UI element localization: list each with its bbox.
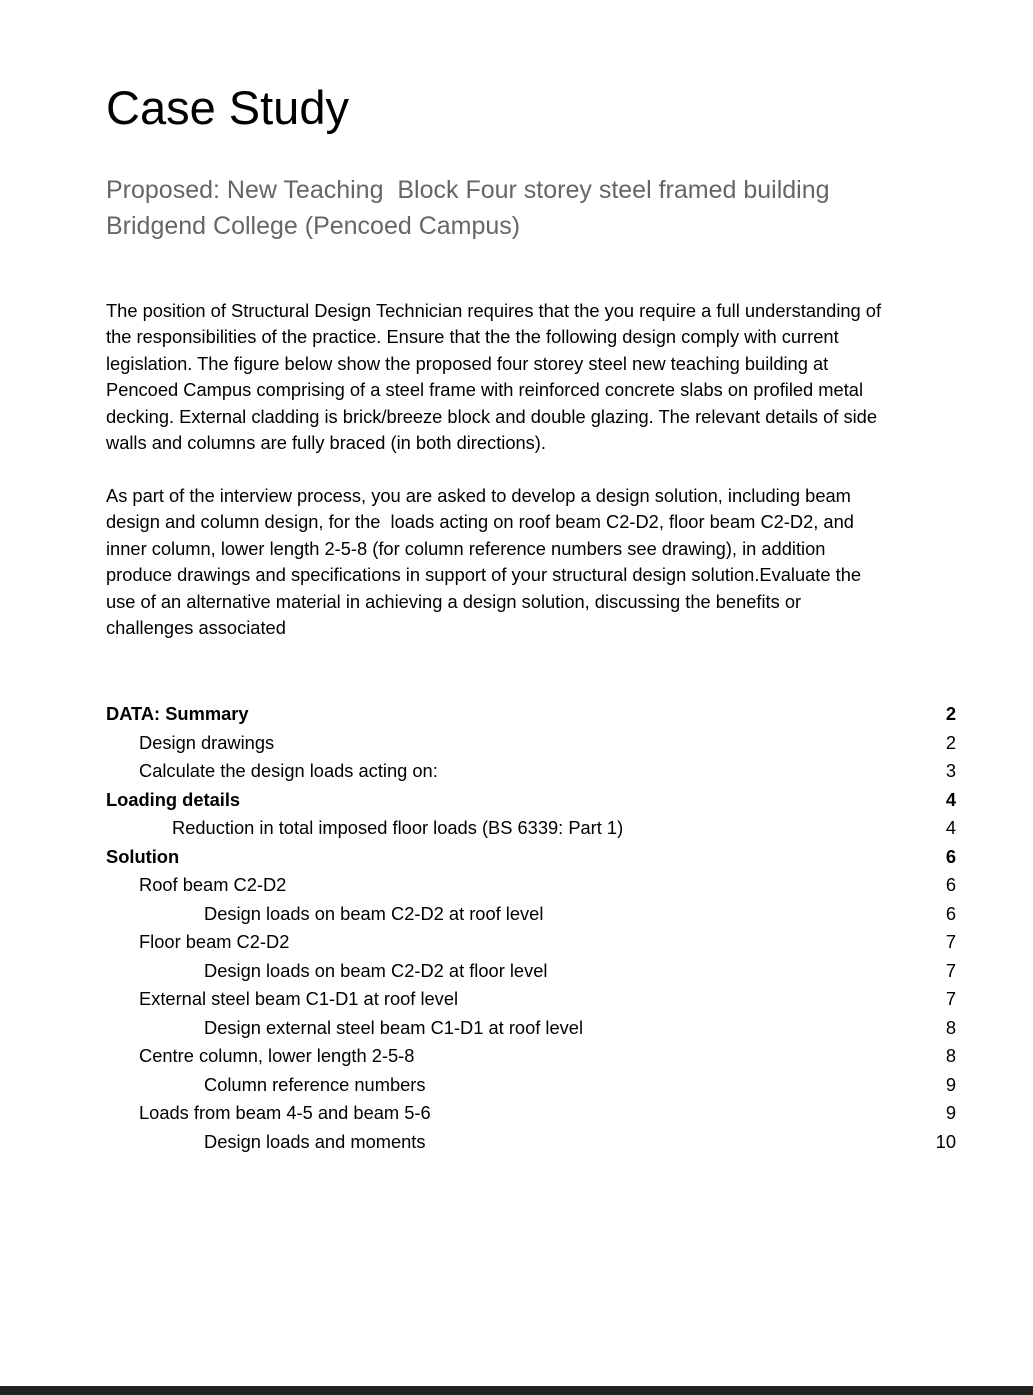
- toc-entry[interactable]: [106, 1099, 956, 1128]
- toc-entry-label: DATA: Summary: [106, 703, 249, 724]
- toc-entry-label: Design loads and moments: [204, 1130, 426, 1152]
- subtitle-line: Proposed: New Teaching Block Four storey steel framed building: [106, 176, 830, 204]
- paragraph-line: As part of the interview process, you are asked to develop a design solution, including beam: [106, 485, 851, 506]
- toc-entry-page: 7: [945, 959, 956, 981]
- toc-entry-label: Calculate the design loads acting on:: [139, 760, 438, 781]
- table-of-contents: [106, 700, 956, 1156]
- toc-entry[interactable]: [106, 814, 956, 843]
- toc-entry-page: 2: [945, 703, 956, 724]
- toc-entry-page: 9: [945, 1073, 956, 1095]
- subtitle-line: Bridgend College (Pencoed Campus): [106, 212, 521, 240]
- toc-entry[interactable]: [106, 786, 956, 815]
- toc-entry-page: 8: [945, 1016, 956, 1038]
- paragraph-line: the responsibilities of the practice. Ensure that the the following design comply with current: [106, 326, 839, 348]
- toc-entry-label: Design drawings: [139, 731, 275, 753]
- paragraph-line: produce drawings and specifications in support of your structural design solution.Evaluate the: [106, 564, 862, 586]
- toc-entry-label: Design loads on beam C2-D2 at roof level: [204, 902, 544, 924]
- toc-entry[interactable]: [106, 985, 956, 1014]
- paragraph-line: walls and columns are fully braced (in both directions).: [106, 432, 546, 454]
- toc-entry[interactable]: [106, 843, 956, 872]
- toc-entry[interactable]: [106, 871, 956, 900]
- toc-entry-label: Loading details: [106, 788, 241, 810]
- toc-entry[interactable]: [106, 1014, 956, 1043]
- toc-entry-page: 7: [945, 931, 956, 952]
- toc-entry[interactable]: [106, 757, 956, 786]
- toc-entry-label: Roof beam C2-D2: [139, 874, 287, 895]
- toc-entry-label: External steel beam C1-D1 at roof level: [139, 988, 459, 1009]
- paragraph-line: legislation. The figure below show the proposed four storey steel new teaching building at: [106, 352, 829, 374]
- paragraph-line: design and column design, for the loads acting on roof beam C2-D2, floor beam C2-D2, and: [106, 511, 854, 533]
- toc-entry-page: 9: [945, 1102, 956, 1123]
- toc-entry-label: Design loads on beam C2-D2 at floor level: [204, 959, 548, 981]
- toc-entry-page: 4: [945, 817, 956, 838]
- toc-entry-label: Reduction in total imposed floor loads (BS 6339: Part 1): [172, 817, 624, 838]
- toc-entry-page: 6: [945, 874, 956, 895]
- toc-entry-label: Loads from beam 4-5 and beam 5-6: [139, 1102, 431, 1123]
- task-paragraph: [106, 483, 966, 641]
- toc-entry-page: 4: [945, 788, 956, 810]
- toc-entry-page: 8: [945, 1045, 956, 1066]
- toc-entry[interactable]: [106, 957, 956, 986]
- paragraph-line: inner column, lower length 2-5-8 (for column reference numbers see drawing), in addition: [106, 537, 826, 559]
- toc-entry[interactable]: [106, 1128, 956, 1157]
- toc-entry-label: Centre column, lower length 2-5-8: [139, 1045, 415, 1066]
- toc-entry-page: 6: [945, 902, 956, 924]
- toc-entry-label: Design external steel beam C1-D1 at roof level: [204, 1016, 584, 1038]
- toc-entry-label: Floor beam C2-D2: [139, 931, 290, 952]
- toc-entry[interactable]: [106, 1071, 956, 1100]
- toc-entry[interactable]: [106, 900, 956, 929]
- paragraph-line: use of an alternative material in achieving a design solution, discussing the benefits or: [106, 590, 802, 612]
- toc-entry[interactable]: [106, 729, 956, 758]
- toc-entry-label: Column reference numbers: [204, 1073, 426, 1095]
- toc-entry-page: 7: [945, 988, 956, 1009]
- toc-entry[interactable]: [106, 1042, 956, 1071]
- intro-paragraph: [106, 298, 966, 456]
- toc-entry-page: 6: [945, 845, 956, 867]
- page-subtitle: [106, 172, 956, 244]
- toc-entry[interactable]: [106, 700, 956, 729]
- paragraph-line: challenges associated: [106, 617, 286, 639]
- paragraph-line: Pencoed Campus comprising of a steel frame with reinforced concrete slabs on profiled metal: [106, 379, 864, 401]
- paragraph-line: The position of Structural Design Technician requires that the you require a full understanding of: [106, 300, 882, 321]
- toc-entry-page: 2: [945, 731, 956, 753]
- page-title: Case Study: [106, 81, 349, 134]
- toc-entry-page: 3: [945, 760, 956, 781]
- toc-entry-page: 10: [935, 1130, 956, 1152]
- toc-entry-label: Solution: [106, 845, 180, 867]
- toc-entry[interactable]: [106, 928, 956, 957]
- bottom-edge-bar: [0, 1386, 1033, 1395]
- paragraph-line: decking. External cladding is brick/breeze block and double glazing. The relevant details of side: [106, 405, 877, 427]
